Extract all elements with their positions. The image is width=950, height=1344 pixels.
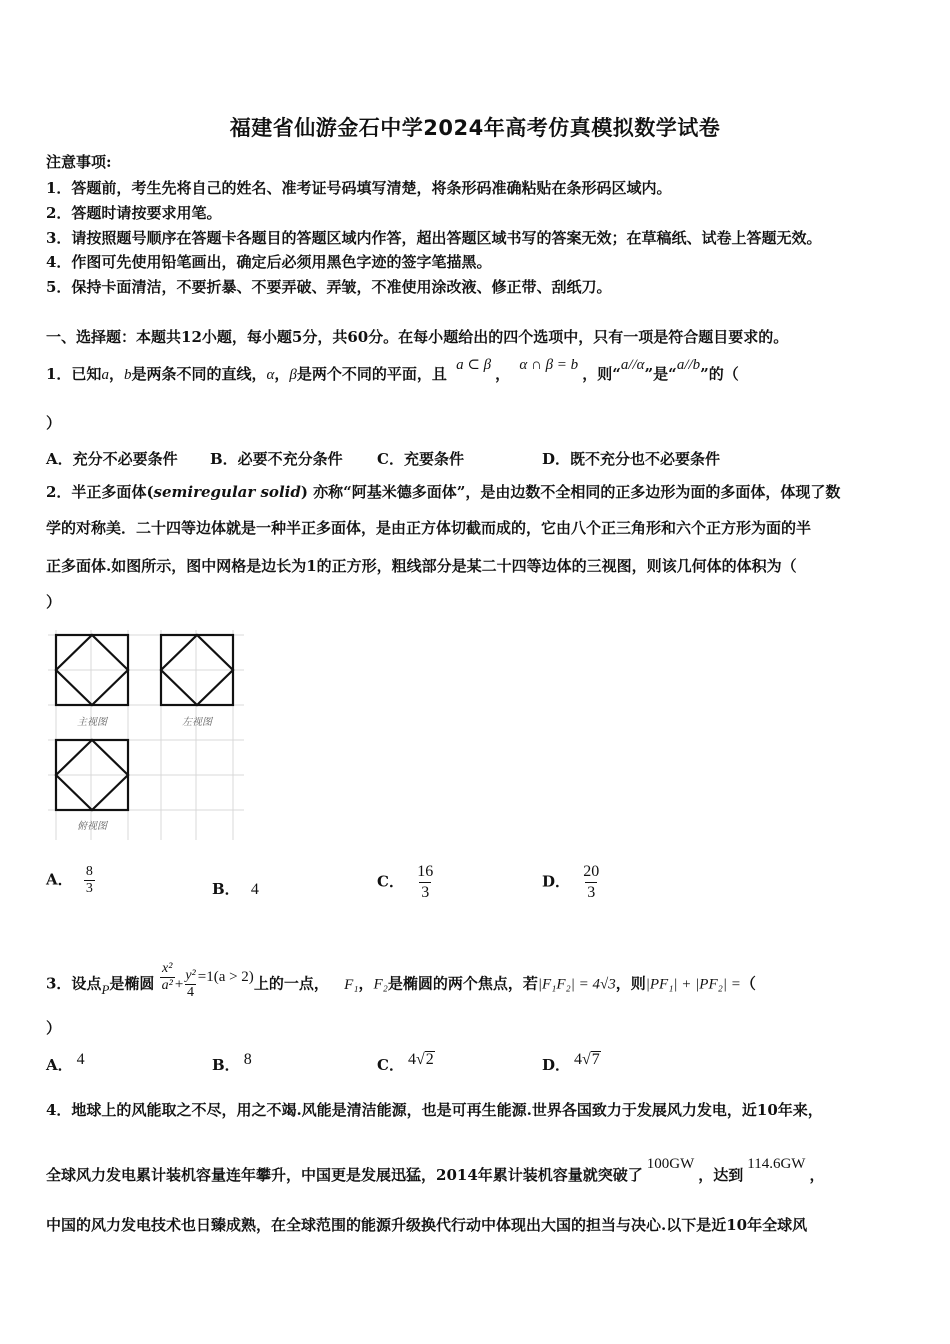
q3-text: ，则: [615, 974, 646, 993]
q1-var-a: a: [101, 367, 109, 383]
fraction-numerator: 8: [85, 864, 93, 879]
q1-option-d: D．既不充分也不必要条件: [542, 450, 721, 468]
question-1-stem: 1．已知a，b是两条不同的直线，α，β是两个不同的平面，且 a ⊂ β ， α ∩ β = b ，则“a//α”是“a//b”的（: [46, 357, 739, 383]
q2-option-c-label: C．: [377, 872, 404, 891]
q1-text: 1．已知: [46, 365, 102, 383]
fraction-denominator: 4: [187, 985, 195, 1000]
q1-option-b: B．必要不充分条件: [210, 450, 343, 468]
q2-option-d-label: D．: [542, 872, 571, 891]
q1-option-a: A．充分不必要条件: [46, 450, 178, 468]
fraction-numerator: 20: [583, 863, 600, 880]
side-view-label: 左视图: [182, 717, 212, 728]
q3-equation-tail: =1(a > 2): [197, 968, 254, 985]
q3-option-a-value: 4: [76, 1051, 85, 1068]
q3-option-c: C． 4√2: [377, 1051, 434, 1074]
q1-math-subset: a ⊂ β: [456, 357, 492, 373]
q3-option-a: [46, 1051, 85, 1075]
front-view-label: 主视图: [77, 717, 107, 728]
q2-option-d: [542, 862, 601, 903]
grid-lines: [48, 630, 244, 840]
q1-text: ”是“: [644, 365, 677, 383]
q3-focus-1: F₁: [344, 976, 359, 993]
q3-option-d-label: D．: [542, 1056, 571, 1074]
q2-option-b-value: 4: [250, 881, 259, 898]
q2-line-1: [46, 482, 840, 502]
q3-fraction-x: [160, 961, 175, 994]
fraction-numerator: x²: [162, 961, 173, 976]
q2-line-2: 学的对称美．二十四等边体就是一种半正多面体，是由正方体切截而成的，它由八个正三角形和六个正方形为面的半: [46, 519, 812, 537]
q3-focal-distance: |F₁F₂| = 4√3: [537, 976, 616, 993]
q2-english-term: semiregular solid: [153, 483, 301, 501]
q1-text: ，则“: [582, 365, 621, 383]
q1-math-parallel-line: a//b: [676, 357, 701, 373]
q2-option-a: [46, 864, 95, 897]
notice-item-4: 4．作图可先使用铅笔画出，确定后必须用黑色字迹的签字笔描黑。: [46, 253, 492, 271]
notice-heading: 注意事项:: [46, 153, 112, 171]
q2-option-c-fraction: [415, 862, 435, 903]
q3-option-b-value: 8: [243, 1051, 252, 1068]
notice-item-3: 3．请按照题号顺序在答题卡各题目的答题区域内作答，超出答题区域书写的答案无效；在草稿纸、试卷上答题无效。: [46, 229, 822, 247]
q1-option-c: C．充要条件: [377, 450, 464, 468]
q1-text: ”的（: [700, 365, 739, 383]
q3-text: 上的一点，: [253, 974, 329, 993]
q2-text: 2．半正多面体(: [46, 483, 154, 501]
q2-option-b-label: B．: [212, 880, 240, 898]
q3-option-d: D． 4√7: [542, 1051, 600, 1074]
q1-alpha: α: [266, 367, 275, 383]
q3-sum-expression: |PF₁| + |PF₂| =: [645, 976, 741, 993]
q3-text: 是椭圆: [109, 974, 155, 993]
q4-line-3: 中国的风力发电技术也日臻成熟，在全球范围的能源升级换代行动中体现出大国的担当与决心.以下是近10年全球风: [46, 1216, 808, 1234]
three-view-figure: [46, 628, 246, 842]
notice-item-5: 5．保持卡面清洁，不要折暴、不要弄破、弄皱，不准使用涂改液、修正带、刮纸刀。: [46, 278, 612, 296]
q1-text: 是两个不同的平面，且: [296, 365, 447, 383]
section-heading: 一、选择题：本题共12小题，每小题5分，共60分。在每小题给出的四个选项中，只有一项是符合题目要求的。: [46, 328, 789, 346]
q1-text: 是两条不同的直线，: [131, 365, 267, 383]
q4-line-2: [46, 1156, 825, 1186]
q3-focus-2: F₂: [373, 976, 388, 993]
q2-option-a-label: A．: [46, 870, 73, 889]
fraction-denominator: 3: [421, 884, 430, 901]
q3-option-b: [212, 1051, 252, 1075]
q3-stem: [46, 961, 756, 1001]
q2-option-d-fraction: [581, 862, 601, 903]
fraction-numerator: y²: [185, 968, 196, 983]
q3-fraction-y: [183, 968, 197, 1001]
fraction-denominator: a²: [161, 978, 173, 993]
fraction-denominator: 3: [85, 881, 93, 896]
q3-var-p: P: [101, 981, 110, 997]
q4-text: 全球风力发电累计装机容量连年攀升，中国更是发展迅猛，2014年累计装机容量就突破了: [46, 1166, 643, 1184]
fraction-denominator: 3: [587, 884, 596, 901]
q3-option-c-radicand: 2: [425, 1051, 434, 1068]
notice-item-2: 2．答题时请按要求用笔。: [46, 204, 222, 222]
q3-plus: +: [174, 976, 184, 993]
q2-line-3: 正多面体.如图所示，图中网格是边长为1的正方形，粗线部分是某二十四等边体的三视图，则该几何体的体积为（: [46, 557, 797, 575]
q3-option-d-coefficient: 4: [574, 1051, 583, 1068]
q2-close-paren: ）: [46, 593, 62, 611]
q3-separator: ，: [358, 974, 374, 993]
q3-option-b-label: B．: [212, 1056, 240, 1074]
q2-option-a-fraction: [84, 864, 95, 897]
q3-option-c-label: C．: [377, 1056, 404, 1074]
q4-value-114gw: 114.6GW: [747, 1156, 806, 1172]
q4-text: ，: [809, 1166, 825, 1184]
q2-option-c: [377, 862, 435, 903]
top-view-label: 俯视图: [77, 821, 107, 832]
q3-option-a-label: A．: [46, 1056, 73, 1074]
q3-close-paren: ）: [46, 1019, 62, 1037]
q1-math-intersection: α ∩ β = b: [519, 357, 579, 373]
q1-comma: ，: [108, 365, 124, 383]
q1-math-parallel-plane: a//α: [620, 357, 645, 373]
notice-item-1: 1．答题前，考生先将自己的姓名、准考证号码填写清楚，将条形码准确粘贴在条形码区域内。: [46, 179, 672, 197]
q2-text: ) 亦称“阿基米德多面体”，是由边数不全相同的正多边形为面的多面体，体现了数: [300, 483, 841, 501]
q3-text: （: [740, 974, 756, 993]
page-title: 福建省仙游金石中学2024年高考仿真模拟数学试卷: [229, 116, 721, 140]
q1-var-b: b: [123, 367, 132, 383]
fraction-numerator: 16: [417, 863, 434, 880]
q4-text: ，达到: [698, 1166, 744, 1184]
q4-line-1: 4．地球上的风能取之不尽，用之不竭.风能是清洁能源，也是可再生能源.世界各国致力于发展风力发电，近10年来，: [46, 1101, 823, 1119]
q1-beta: β: [289, 367, 297, 383]
q3-text: 是椭圆的两个焦点，若: [387, 974, 538, 993]
q3-option-d-radicand: 7: [591, 1051, 600, 1068]
q4-value-100gw: 100GW: [646, 1156, 695, 1172]
q1-close-paren: ）: [46, 414, 62, 432]
q2-option-b: [212, 878, 259, 899]
q3-option-c-coefficient: 4: [407, 1051, 416, 1068]
q3-text: 3．设点: [46, 974, 102, 993]
